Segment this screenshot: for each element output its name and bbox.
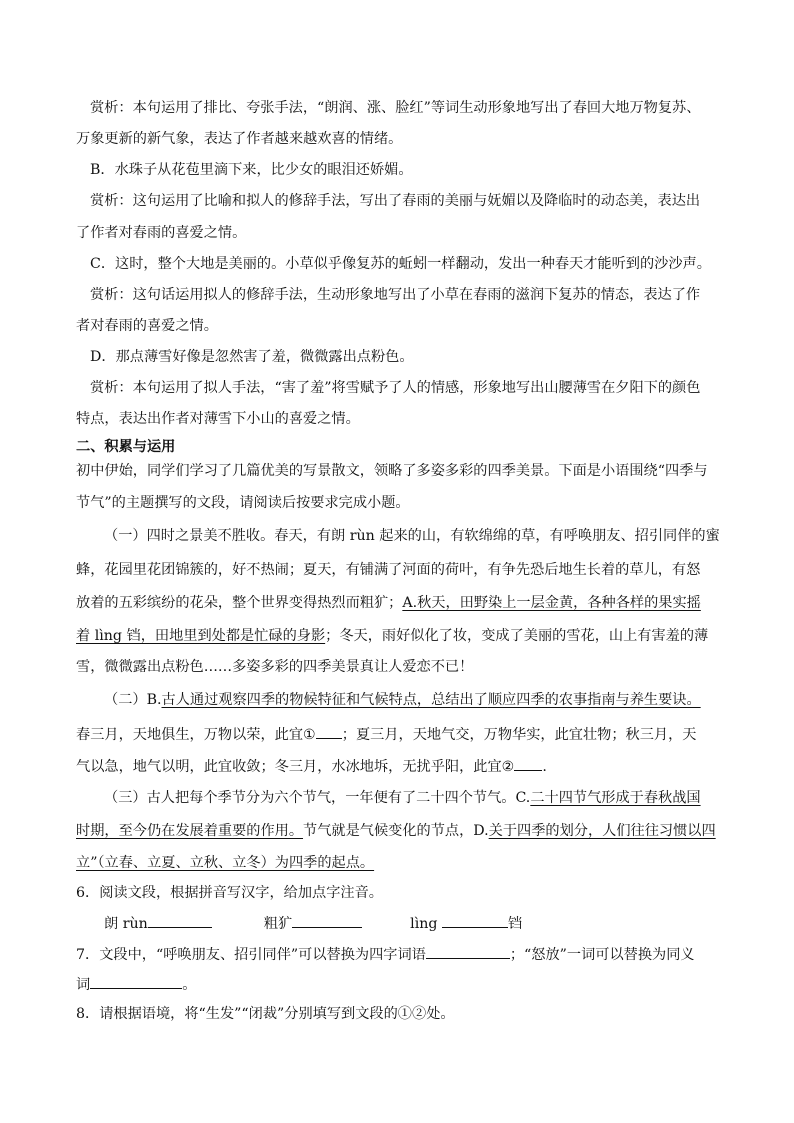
intro-line-2: 节气”的主题撰写的文段，请阅读后按要求完成小题。 [76,495,410,511]
analysis-a-line-1: 赏析：本句运用了排比、夸张手法，“朗润、涨、脸红”等词生动形象地写出了春回大地万物复苏、 [90,100,701,116]
option-b-sentence: B．水珠子从花苞里滴下来，比少女的眼泪还娇媚。 [90,162,413,178]
analysis-b-line-2: 了作者对春雨的喜爱之情。 [76,225,247,241]
blank-marker-2: ② [501,759,515,775]
q6-item-1-label: 朗 rùn [104,916,148,932]
analysis-c-line-2: 者对春雨的喜爱之情。 [76,318,218,334]
analysis-a-line-2: 万象更新的新气象，表达了作者越来越欢喜的情绪。 [76,131,403,147]
q6-item-2-label: 粗犷 [263,916,293,932]
passage-1-line-2: 蜂，花园里花团锦簇的，好不热闹；夏天，有铺满了河面的荷叶，有争先恐后地生长着的草儿，有怒 [76,562,701,578]
q6-answer-3[interactable] [442,912,508,928]
passage-3-line-3 [76,853,374,875]
q6-answer-2[interactable] [292,912,362,928]
passage-2-line-2: 春三月，天地俱生，万物以荣，此宜① ；夏三月，天地气交，万物华实，此宜壮物；秋三月，天 [76,723,696,745]
fill-blank-1[interactable] [316,723,342,739]
underlined-sentence-d-cont: 立”（立春、立夏、立秋、立冬）为四季的起点。 [76,855,375,871]
underlined-sentence-a: A.秋天，田野染上一层金黄，各种各样的果实摇 [402,595,701,611]
question-8: 8．请根据语境，将“生发”“闭裁”分别填写到文段的①②处。 [76,1006,455,1022]
passage-2-line-3: 气以急，地气以明，此宜收敛；冬三月，水冰地坼，无扰乎阳，此宜② . [76,755,547,777]
question-6-items: 朗 rùn 粗犷 lìng 铛 [104,912,522,934]
passage-1-line-4: 着 lìng 铛，田地里到处都是忙碌的身影；冬天，雨好似化了妆，变成了美丽的雪花，山上有害羞的薄 [76,628,709,644]
question-6: 6．阅读文段，根据拼音写汉字，给加点字注音。 [76,885,383,901]
underlined-sentence-b-cont: 顺应四季的农事指南与养生要诀。 [487,692,701,708]
passage-1-line-1: （一）四时之景美不胜收。春天，有朗 rùn 起来的山，有软绵绵的草，有呼唤朋友、招引同伴的蜜 [104,528,720,544]
passage-3-line-2: 时期，至今仍在发展着重要的作用。节气就是气候变化的节点，D.关于四季的划分，人们往往习惯以四 [76,823,716,839]
analysis-c-line-1: 赏析：这句话运用拟人的修辞手法，生动形象地写出了小草在春雨的滋润下复苏的情态，表达了作 [90,287,701,303]
option-c-sentence: C．这时，整个大地是美丽的。小草似乎像复苏的蚯蚓一样翻动，发出一种春天才能听到的沙沙声。 [90,256,711,272]
option-d-sentence: D．那点薄雪好像是忽然害了羞，微微露出点粉色。 [90,349,414,365]
analysis-d-line-1: 赏析：本句运用了拟人手法，“害了羞”将雪赋予了人的情感，形象地写出山腰薄雪在夕阳下的颜色 [90,380,701,396]
underlined-sentence-d: 关于四季的划分，人们往往习惯以四 [488,823,716,839]
q7-answer-2[interactable] [90,973,182,989]
q6-answer-1[interactable] [148,912,212,928]
underlined-sentence-a-cont: 着 lìng 铛，田地里到处都是忙碌的身影 [76,628,326,644]
q8-marker-1: ① [397,1006,412,1022]
question-7-line-2: 词 。 [76,973,196,995]
q8-marker-2: ② [412,1006,427,1022]
q6-item-3-label: lìng [410,916,438,932]
passage-3-line-1: （三）古人把每个季节分为六个节气，一年便有了二十四个节气。C.二十四节气形成于春秋战国 [104,790,701,806]
underlined-sentence-b: 古人通过观察四季的物候特征和气候特点，总结出了 [161,692,488,708]
section-heading: 二、积累与运用 [76,439,176,455]
blank-marker-1: ① [303,727,316,743]
analysis-d-line-2: 特点，表达出作者对薄雪下小山的喜爱之情。 [76,411,360,427]
passage-2-line-1: （二）B.古人通过观察四季的物候特征和气候特点，总结出了顺应四季的农事指南与养生要诀。 [104,692,701,708]
underlined-sentence-c: 二十四节气形成于春秋战国 [530,790,701,806]
analysis-b-line-1: 赏析：这句运用了比喻和拟人的修辞手法，写出了春雨的美丽与妩媚以及降临时的动态美，表达出 [90,193,701,209]
question-7-line-1: 7．文段中，“呼唤朋友、招引同伴”可以替换为四字词语 ；“怒放”一词可以替换为同义 [76,943,695,965]
intro-line-1: 初中伊始，同学们学习了几篇优美的写景散文，领略了多姿多彩的四季美景。下面是小语围绕“四季与 [76,463,708,479]
fill-blank-2[interactable] [514,755,542,771]
passage-1-line-5: 雪，微微露出点粉色……多姿多彩的四季美景真让人爱恋不已！ [76,659,474,675]
q7-answer-1[interactable] [426,943,510,959]
underlined-sentence-c-cont: 时期，至今仍在发展着重要的作用。 [76,823,304,839]
passage-1-line-3: 放着的五彩缤纷的花朵，整个世界变得热烈而粗犷；A.秋天，田野染上一层金黄，各种各样的果实摇 [76,595,701,611]
